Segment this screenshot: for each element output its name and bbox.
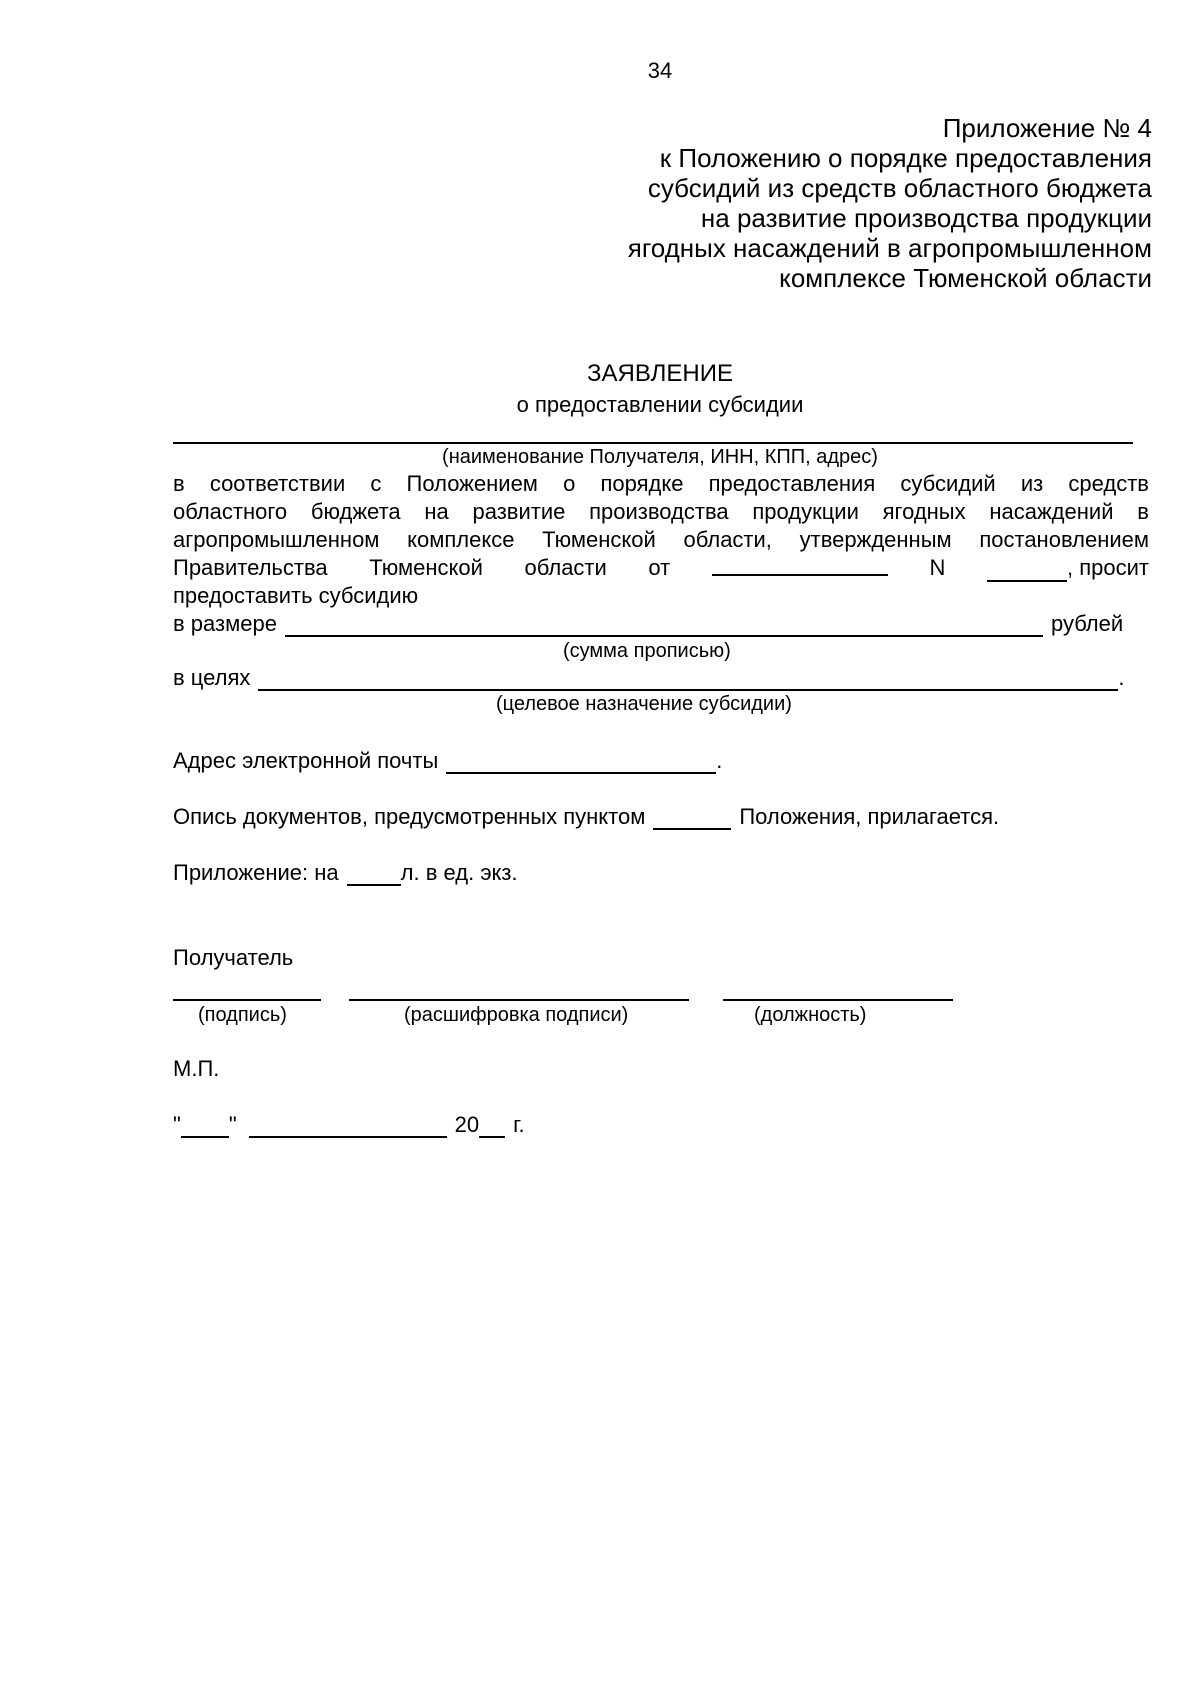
- request-paragraph: [173, 470, 1149, 610]
- recipient-caption: (наименование Получателя, ИНН, КПП, адрес): [442, 446, 878, 468]
- word: утвержденным: [799, 527, 952, 552]
- amount-row: [173, 611, 1141, 637]
- appendix-line: Приложение № 4: [942, 113, 1152, 143]
- date-day-blank[interactable]: [181, 1116, 229, 1138]
- word: областного: [173, 499, 288, 524]
- decree-number-group: [987, 554, 1149, 582]
- word: в: [1137, 499, 1149, 524]
- inventory-suffix: Положения, прилагается.: [739, 804, 1000, 829]
- amount-suffix: рублей: [1050, 611, 1124, 636]
- word: порядке: [600, 471, 684, 496]
- word: в: [173, 471, 185, 496]
- word: соответствии: [209, 471, 346, 496]
- signature-caption: (подпись): [198, 1004, 287, 1026]
- date-year-suffix: г.: [513, 1112, 525, 1137]
- word: от: [648, 555, 671, 580]
- word: продукции: [752, 499, 859, 524]
- date-open-quote: ": [173, 1112, 181, 1137]
- word: Положением: [406, 471, 538, 496]
- inventory-prefix: Опись документов, предусмотренных пунктом: [173, 804, 646, 829]
- word: ягодных: [882, 499, 966, 524]
- document-subtitle: о предоставлении субсидии: [516, 392, 804, 417]
- attachment-prefix: Приложение: на: [173, 860, 339, 885]
- recipient-name-line[interactable]: [173, 442, 1133, 444]
- purpose-blank[interactable]: [258, 669, 1118, 691]
- date-close-quote: ": [228, 1112, 237, 1137]
- email-row: [173, 748, 722, 774]
- signature-line[interactable]: [173, 999, 321, 1001]
- word: области: [524, 555, 607, 580]
- word: о: [563, 471, 576, 496]
- email-label: Адрес электронной почты: [173, 748, 439, 773]
- position-caption: (должность): [754, 1004, 867, 1026]
- decree-number-label: N: [929, 555, 946, 580]
- word: области,: [683, 527, 772, 552]
- word: субсидий: [900, 471, 996, 496]
- word: развитие: [472, 499, 566, 524]
- purpose-suffix: .: [1118, 665, 1125, 690]
- word: Тюменской: [369, 555, 483, 580]
- stamp-label: М.П.: [173, 1056, 220, 1081]
- word: насаждений: [989, 499, 1114, 524]
- appendix-line: субсидий из средств областного бюджета: [647, 173, 1152, 203]
- attachment-sheets-blank[interactable]: [347, 864, 401, 886]
- paragraph-line-1: [173, 470, 1149, 498]
- decree-number-blank[interactable]: [987, 560, 1067, 582]
- appendix-line: на развитие производства продукции: [700, 203, 1152, 233]
- word: постановлением: [979, 527, 1149, 552]
- word: бюджета: [310, 499, 401, 524]
- attachment-suffix: л. в ед. экз.: [400, 860, 518, 885]
- word: агропромышленном: [173, 527, 380, 552]
- email-blank[interactable]: [446, 752, 716, 774]
- amount-blank[interactable]: [285, 615, 1043, 637]
- appendix-line: к Положению о порядке предоставления: [659, 143, 1152, 173]
- inventory-clause-blank[interactable]: [653, 808, 731, 830]
- date-year-prefix: 20: [454, 1112, 480, 1137]
- word: из: [1020, 471, 1044, 496]
- attachment-row: [173, 860, 518, 886]
- amount-caption: (сумма прописью): [563, 640, 731, 662]
- paragraph-line-5: [173, 582, 1149, 610]
- paragraph-line-2: [173, 498, 1149, 526]
- appendix-header: [628, 113, 1152, 293]
- purpose-caption: (целевое назначение субсидии): [496, 693, 792, 715]
- document-title: ЗАЯВЛЕНИЕ: [587, 360, 733, 387]
- word: предоставления: [708, 471, 876, 496]
- word: Тюменской: [542, 527, 656, 552]
- word: с: [370, 471, 382, 496]
- signature-decode-caption: (расшифровка подписи): [404, 1004, 629, 1026]
- word: на: [424, 499, 449, 524]
- recipient-label: Получатель: [173, 945, 294, 970]
- date-row: [173, 1112, 525, 1138]
- appendix-line: комплексе Тюменской области: [779, 263, 1152, 293]
- word: комплексе: [407, 527, 515, 552]
- paragraph-tail: , просит: [1066, 555, 1149, 580]
- paragraph-line-5-text: предоставить субсидию: [173, 583, 419, 608]
- paragraph-line-3: [173, 526, 1149, 554]
- email-suffix: .: [716, 748, 723, 773]
- purpose-prefix: в целях: [173, 665, 251, 690]
- decree-date-blank[interactable]: [712, 554, 888, 576]
- page-number: 34: [647, 58, 673, 83]
- inventory-row: [173, 804, 999, 830]
- purpose-row: [173, 665, 1141, 691]
- position-line[interactable]: [723, 999, 953, 1001]
- date-month-blank[interactable]: [249, 1116, 447, 1138]
- amount-prefix: в размере: [173, 611, 277, 636]
- word: Правительства: [173, 555, 328, 580]
- word: средств: [1068, 471, 1149, 496]
- word: производства: [589, 499, 729, 524]
- appendix-line: ягодных насаждений в агропромышленном: [627, 233, 1152, 263]
- signature-decode-line[interactable]: [349, 999, 689, 1001]
- date-year-blank[interactable]: [479, 1116, 505, 1138]
- paragraph-line-4: [173, 554, 1149, 582]
